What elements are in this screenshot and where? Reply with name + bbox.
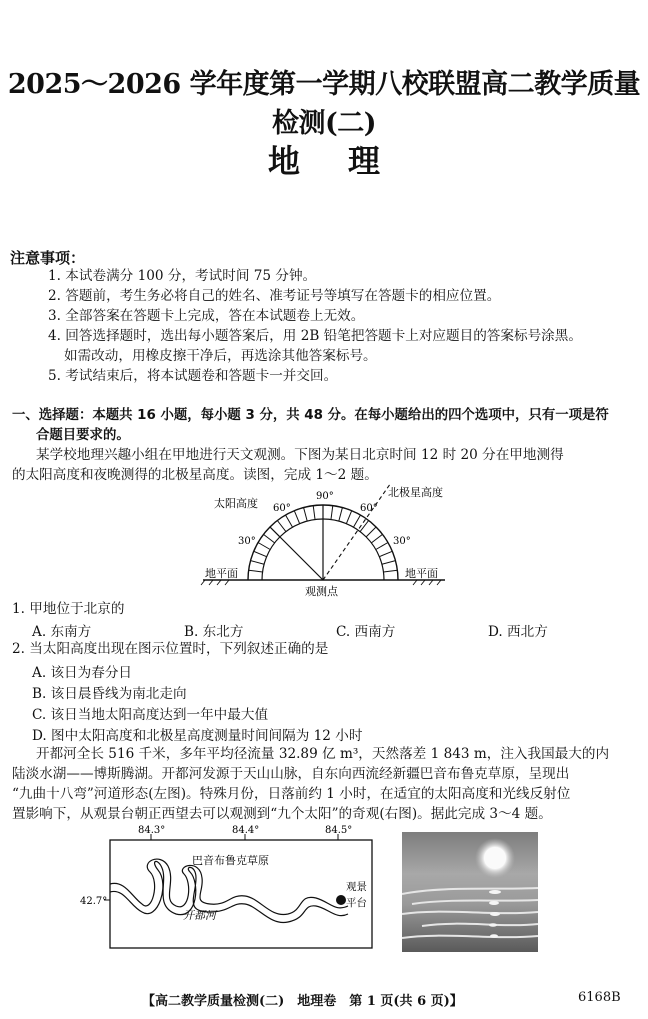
label-observer: 观测点 <box>305 585 338 598</box>
notice-item-1: 1. 本试卷满分 100 分，考试时间 75 分钟。 <box>48 268 317 284</box>
passage-line-2: 陆淡水湖——博斯腾湖。开都河发源于天山山脉，自东向西流经新疆巴音布鲁克草原，呈现出 <box>12 766 570 782</box>
label-polaris-altitude: 北极星高度 <box>388 486 443 499</box>
footer-page-info: 【高二教学质量检测(二) 地理卷 第 1 页(共 6 页)】 <box>142 994 463 1009</box>
protractor-tick <box>258 543 270 550</box>
subject-title: 地理 <box>267 142 428 180</box>
label-kaidu-river: 开都河 <box>183 909 216 922</box>
protractor-tick <box>313 506 315 520</box>
protractor-tick <box>346 511 351 524</box>
tick-label-60-right: 60° <box>360 503 378 514</box>
q2-option-d: D. 图中太阳高度和北极星高度测量时间间隔为 12 小时 <box>32 728 363 744</box>
passage-line-1: 开都河全长 516 千米，多年平均径流量 32.89 亿 m³，天然落差 1 843 m，注入我国最大的内 <box>36 746 610 762</box>
protractor-tick <box>379 551 392 556</box>
tick-label-60-left: 60° <box>273 503 291 514</box>
protractor-tick <box>263 534 274 543</box>
lon-label-1: 84.3° <box>138 825 166 836</box>
river-map <box>80 822 380 952</box>
intro-line-2: 的太阳高度和夜晚测得的北极星高度。读图，完成 1～2 题。 <box>12 467 378 483</box>
q2-option-b: B. 该日晨昏线为南北走向 <box>32 686 187 702</box>
question-2-stem: 2. 当太阳高度出现在图示位置时，下列叙述正确的是 <box>12 641 329 657</box>
q1-option-a: A. 东南方 <box>32 624 92 640</box>
q1-option-d: D. 西北方 <box>488 624 548 640</box>
notice-item-5: 5. 考试结束后，将本试题卷和答题卡一并交回。 <box>48 368 338 384</box>
protractor-tick <box>286 515 293 527</box>
protractor-tick <box>371 534 382 543</box>
protractor-tick <box>366 527 376 537</box>
label-horizon-right: 地平面 <box>405 567 438 580</box>
passage-line-4: 置影响下，从观景台朝正西望去可以观测到“九个太阳”的奇观(右图)。据此完成 3～4 题。 <box>12 806 552 822</box>
protractor-tick <box>304 508 308 522</box>
nine-suns-photo <box>402 832 538 952</box>
lon-label-3: 84.5° <box>325 825 353 836</box>
exam-title: 2025～2026 学年度第一学期八校联盟高二教学质量检测(二) <box>7 69 641 139</box>
section-heading: 一、选择题：本题共 16 小题，每小题 3 分，共 48 分。在每小题给出的四个选项中，只有一项是符 <box>12 408 609 423</box>
tick-label-30-left: 30° <box>238 536 256 547</box>
notice-item-2: 2. 答题前，考生务必将自己的姓名、准考证号等填写在答题卡的相应位置。 <box>48 288 501 304</box>
notice-item-4: 4. 回答选择题时，选出每小题答案后，用 2B 铅笔把答题卡上对应题目的答案标号涂黑。 <box>48 328 582 344</box>
protractor-tick <box>383 570 397 572</box>
footer-code: 6168B <box>578 990 621 1005</box>
intro-line-1: 某学校地理兴趣小组在甲地进行天文观测。下图为某日北京时间 12 时 20 分在甲地测得 <box>36 447 564 463</box>
notice-item-3: 3. 全部答案在答题卡上完成，答在本试题卷上无效。 <box>48 308 365 324</box>
lon-label-2: 84.4° <box>232 825 260 836</box>
label-grassland: 巴音布鲁克草原 <box>192 854 269 867</box>
notice-heading: 注意事项： <box>10 249 86 267</box>
protractor-tick <box>376 543 388 550</box>
altitude-figure <box>195 484 455 600</box>
protractor-tick <box>294 511 299 524</box>
protractor-tick <box>277 520 286 531</box>
label-platform-2: 平台 <box>346 897 367 909</box>
protractor-tick <box>254 551 267 556</box>
label-sun-altitude: 太阳高度 <box>214 497 258 510</box>
lat-label: 42.7° <box>80 896 108 907</box>
notice-item-4-cont: 如需改动，用橡皮擦干净后，再选涂其他答案标号。 <box>64 348 377 364</box>
protractor-tick <box>331 506 333 520</box>
label-horizon-left: 地平面 <box>205 567 238 580</box>
q2-option-a: A. 该日为春分日 <box>32 665 133 681</box>
q1-option-b: B. 东北方 <box>184 624 244 640</box>
q2-option-c: C. 该日当地太阳高度达到一年中最大值 <box>32 707 269 723</box>
tick-label-30-right: 30° <box>393 536 411 547</box>
passage-line-3: “九曲十八弯”河道形态(左图)。特殊月份，日落前约 1 小时，在适宜的太阳高度和光线反射位 <box>12 786 571 802</box>
viewing-platform-dot <box>336 895 346 905</box>
protractor-tick <box>251 561 265 565</box>
protractor-tick <box>382 561 396 565</box>
protractor-tick <box>354 515 361 527</box>
question-1-stem: 1. 甲地位于北京的 <box>12 601 125 617</box>
tick-label-90: 90° <box>316 491 334 502</box>
section-heading-cont: 合题目要求的。 <box>36 428 130 443</box>
label-platform-1: 观景 <box>346 881 367 893</box>
protractor-tick <box>339 508 343 522</box>
q1-option-c: C. 西南方 <box>336 624 396 640</box>
protractor-tick <box>249 570 263 572</box>
